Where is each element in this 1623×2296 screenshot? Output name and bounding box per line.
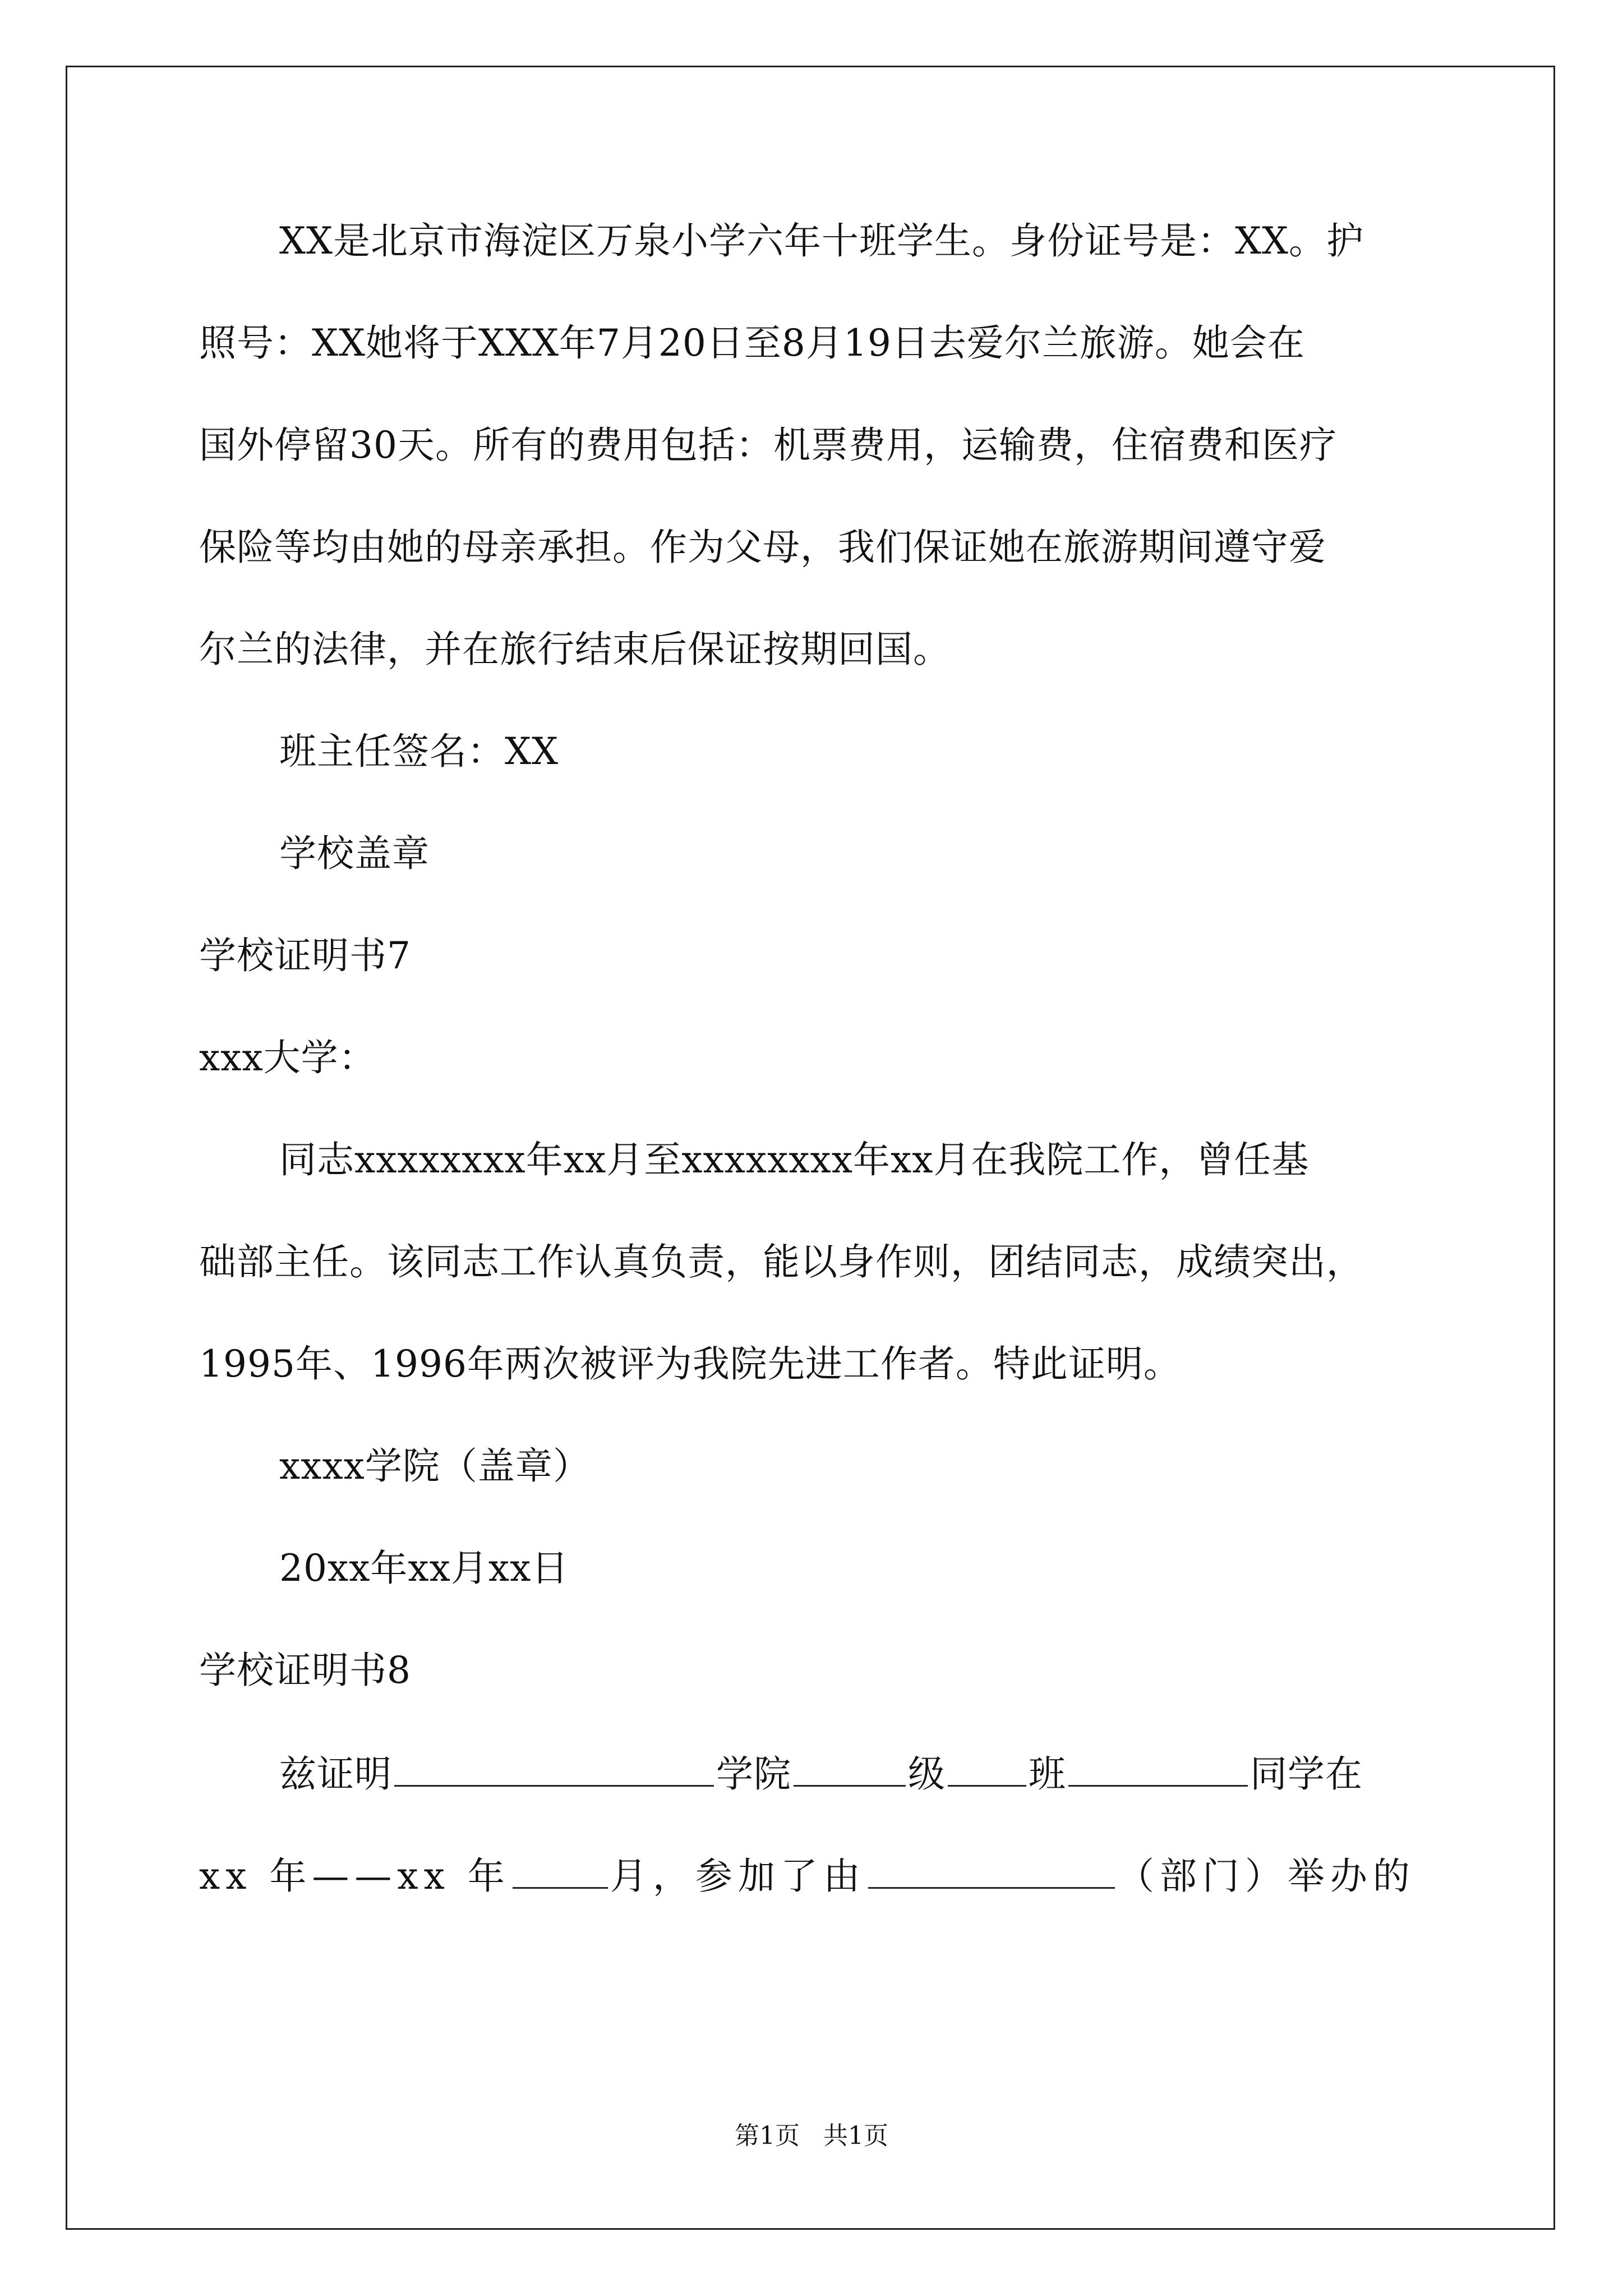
heading-certificate-8: 学校证明书8: [199, 1649, 411, 1692]
para3-text-c: 级: [908, 1752, 946, 1796]
blank-class-field: [948, 1750, 1026, 1787]
para1-line-5: 尔兰的法律，并在旅行结束后保证按期回国。: [199, 628, 951, 671]
para1-line-3: 国外停留30天。所有的费用包括：机票费用，运输费，住宿费和医疗: [199, 424, 1337, 467]
school-seal: 学校盖章: [279, 832, 430, 875]
issue-date: 20xx年xx月xx日: [279, 1547, 569, 1590]
para1-line-4: 保险等均由她的母亲承担。作为父母，我们保证她在旅游期间遵守爱: [199, 526, 1326, 569]
para3-line2-text-a: xx 年——xx 年: [199, 1855, 510, 1898]
heading-certificate-7: 学校证明书7: [199, 934, 411, 977]
para3-line-1: [279, 1750, 1450, 1795]
institute-seal: xxxx学院（盖章）: [279, 1444, 591, 1488]
page-footer: 第1页 共1页: [735, 2122, 888, 2150]
blank-grade-field: [794, 1750, 906, 1787]
para3-line2-text-c: （部门）举办的: [1117, 1855, 1415, 1898]
para3-line2-text-b: 月，参加了由: [610, 1855, 866, 1898]
para3-text-b: 学院: [716, 1752, 791, 1796]
para2-line-2: 础部主任。该同志工作认真负责，能以身作则，团结同志，成绩突出，: [199, 1240, 1364, 1283]
blank-month-field: [513, 1852, 608, 1889]
para3-line-2: [199, 1852, 1450, 1897]
blank-name-field: [394, 1750, 714, 1787]
blank-student-field: [1068, 1750, 1248, 1787]
para3-text-d: 班: [1029, 1752, 1066, 1796]
para1-line-1: XX是北京市海淀区万泉小学六年十班学生。身份证号是：XX。护: [279, 219, 1364, 263]
salutation: xxx大学：: [199, 1036, 376, 1079]
para3-text-a: 兹证明: [279, 1752, 392, 1796]
para2-line-1: 同志xxxxxxxx年xx月至xxxxxxxx年xx月在我院工作，曾任基: [279, 1138, 1310, 1181]
para3-text-e: 同学在: [1250, 1752, 1363, 1796]
blank-department-field: [868, 1852, 1115, 1889]
teacher-signature: 班主任签名：XX: [279, 730, 559, 773]
para2-line-3: 1995年、1996年两次被评为我院先进工作者。特此证明。: [199, 1342, 1181, 1386]
para1-line-2: 照号：XX她将于XXX年7月20日至8月19日去爱尔兰旅游。她会在: [199, 321, 1305, 365]
